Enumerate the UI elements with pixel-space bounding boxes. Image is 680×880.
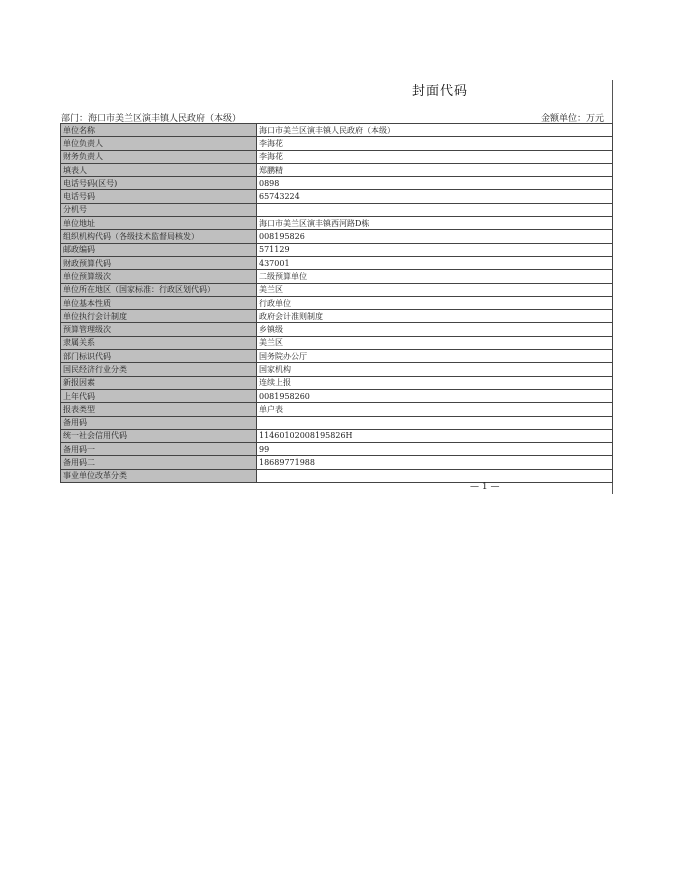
row-value	[257, 416, 613, 429]
row-label: 备用码一	[61, 443, 257, 456]
row-value	[257, 203, 613, 216]
row-label: 统一社会信用代码	[61, 429, 257, 442]
table-row	[61, 217, 613, 230]
table-row	[61, 456, 613, 469]
table-row	[61, 230, 613, 243]
row-label: 单位预算级次	[61, 270, 257, 283]
row-value: 65743224	[257, 190, 613, 203]
row-label: 填表人	[61, 163, 257, 176]
row-value: 99	[257, 443, 613, 456]
row-label: 单位所在地区（国家标准：行政区划代码）	[61, 283, 257, 296]
row-value: 11460102008195826H	[257, 429, 613, 442]
row-label: 备用码	[61, 416, 257, 429]
row-label: 预算管理级次	[61, 323, 257, 336]
table-row	[61, 443, 613, 456]
table-row	[61, 403, 613, 416]
table-row	[61, 283, 613, 296]
row-value: 008195826	[257, 230, 613, 243]
table-row	[61, 350, 613, 363]
table-row	[61, 256, 613, 269]
page-number: — 1 —	[470, 482, 500, 492]
table-row	[61, 137, 613, 150]
table-row	[61, 336, 613, 349]
row-label: 单位名称	[61, 124, 257, 137]
table-row	[61, 363, 613, 376]
table-row	[61, 270, 613, 283]
row-value: 行政单位	[257, 296, 613, 309]
row-value: 0081958260	[257, 389, 613, 402]
table-row	[61, 389, 613, 402]
row-value: 二级预算单位	[257, 270, 613, 283]
row-value: 571129	[257, 243, 613, 256]
row-value	[257, 469, 613, 482]
row-value: 0898	[257, 177, 613, 190]
row-label: 电话号码	[61, 190, 257, 203]
row-label: 邮政编码	[61, 243, 257, 256]
table-row	[61, 296, 613, 309]
table-row	[61, 429, 613, 442]
table-row	[61, 243, 613, 256]
table-row	[61, 203, 613, 216]
table-row	[61, 150, 613, 163]
table-row	[61, 469, 613, 482]
row-label: 国民经济行业分类	[61, 363, 257, 376]
row-value: 18689771988	[257, 456, 613, 469]
table-row	[61, 323, 613, 336]
row-label: 部门标识代码	[61, 350, 257, 363]
row-value: 单户表	[257, 403, 613, 416]
row-value: 国家机构	[257, 363, 613, 376]
table-row	[61, 163, 613, 176]
row-label: 新报因素	[61, 376, 257, 389]
row-value: 437001	[257, 256, 613, 269]
row-label: 单位负责人	[61, 137, 257, 150]
row-label: 电话号码(区号)	[61, 177, 257, 190]
row-value: 国务院办公厅	[257, 350, 613, 363]
page-title: 封面代码	[412, 84, 469, 99]
row-label: 单位执行会计制度	[61, 310, 257, 323]
amount-unit-line: 金额单位：万元	[541, 114, 605, 124]
row-label: 隶属关系	[61, 336, 257, 349]
row-label: 财政预算代码	[61, 256, 257, 269]
row-label: 分机号	[61, 203, 257, 216]
row-label: 事业单位改革分类	[61, 469, 257, 482]
row-value: 乡镇级	[257, 323, 613, 336]
row-label: 组织机构代码（各级技术监督局核发）	[61, 230, 257, 243]
department-line: 部门：海口市美兰区演丰镇人民政府（本级）	[61, 114, 242, 124]
table-row	[61, 124, 613, 137]
table-row	[61, 376, 613, 389]
row-label: 备用码二	[61, 456, 257, 469]
table-row	[61, 177, 613, 190]
row-label: 单位地址	[61, 217, 257, 230]
row-value: 郑鹏精	[257, 163, 613, 176]
row-value: 美兰区	[257, 283, 613, 296]
row-label: 上年代码	[61, 389, 257, 402]
cover-code-table	[60, 123, 613, 483]
row-label: 报表类型	[61, 403, 257, 416]
table-row	[61, 190, 613, 203]
table-row	[61, 416, 613, 429]
row-value: 政府会计准则制度	[257, 310, 613, 323]
row-value: 海口市美兰区演丰镇西河路D栋	[257, 217, 613, 230]
row-value: 美兰区	[257, 336, 613, 349]
row-label: 财务负责人	[61, 150, 257, 163]
row-value: 海口市美兰区演丰镇人民政府（本级）	[257, 124, 613, 137]
row-value: 李海花	[257, 150, 613, 163]
row-value: 李海花	[257, 137, 613, 150]
row-value: 连续上报	[257, 376, 613, 389]
row-label: 单位基本性质	[61, 296, 257, 309]
table-row	[61, 310, 613, 323]
